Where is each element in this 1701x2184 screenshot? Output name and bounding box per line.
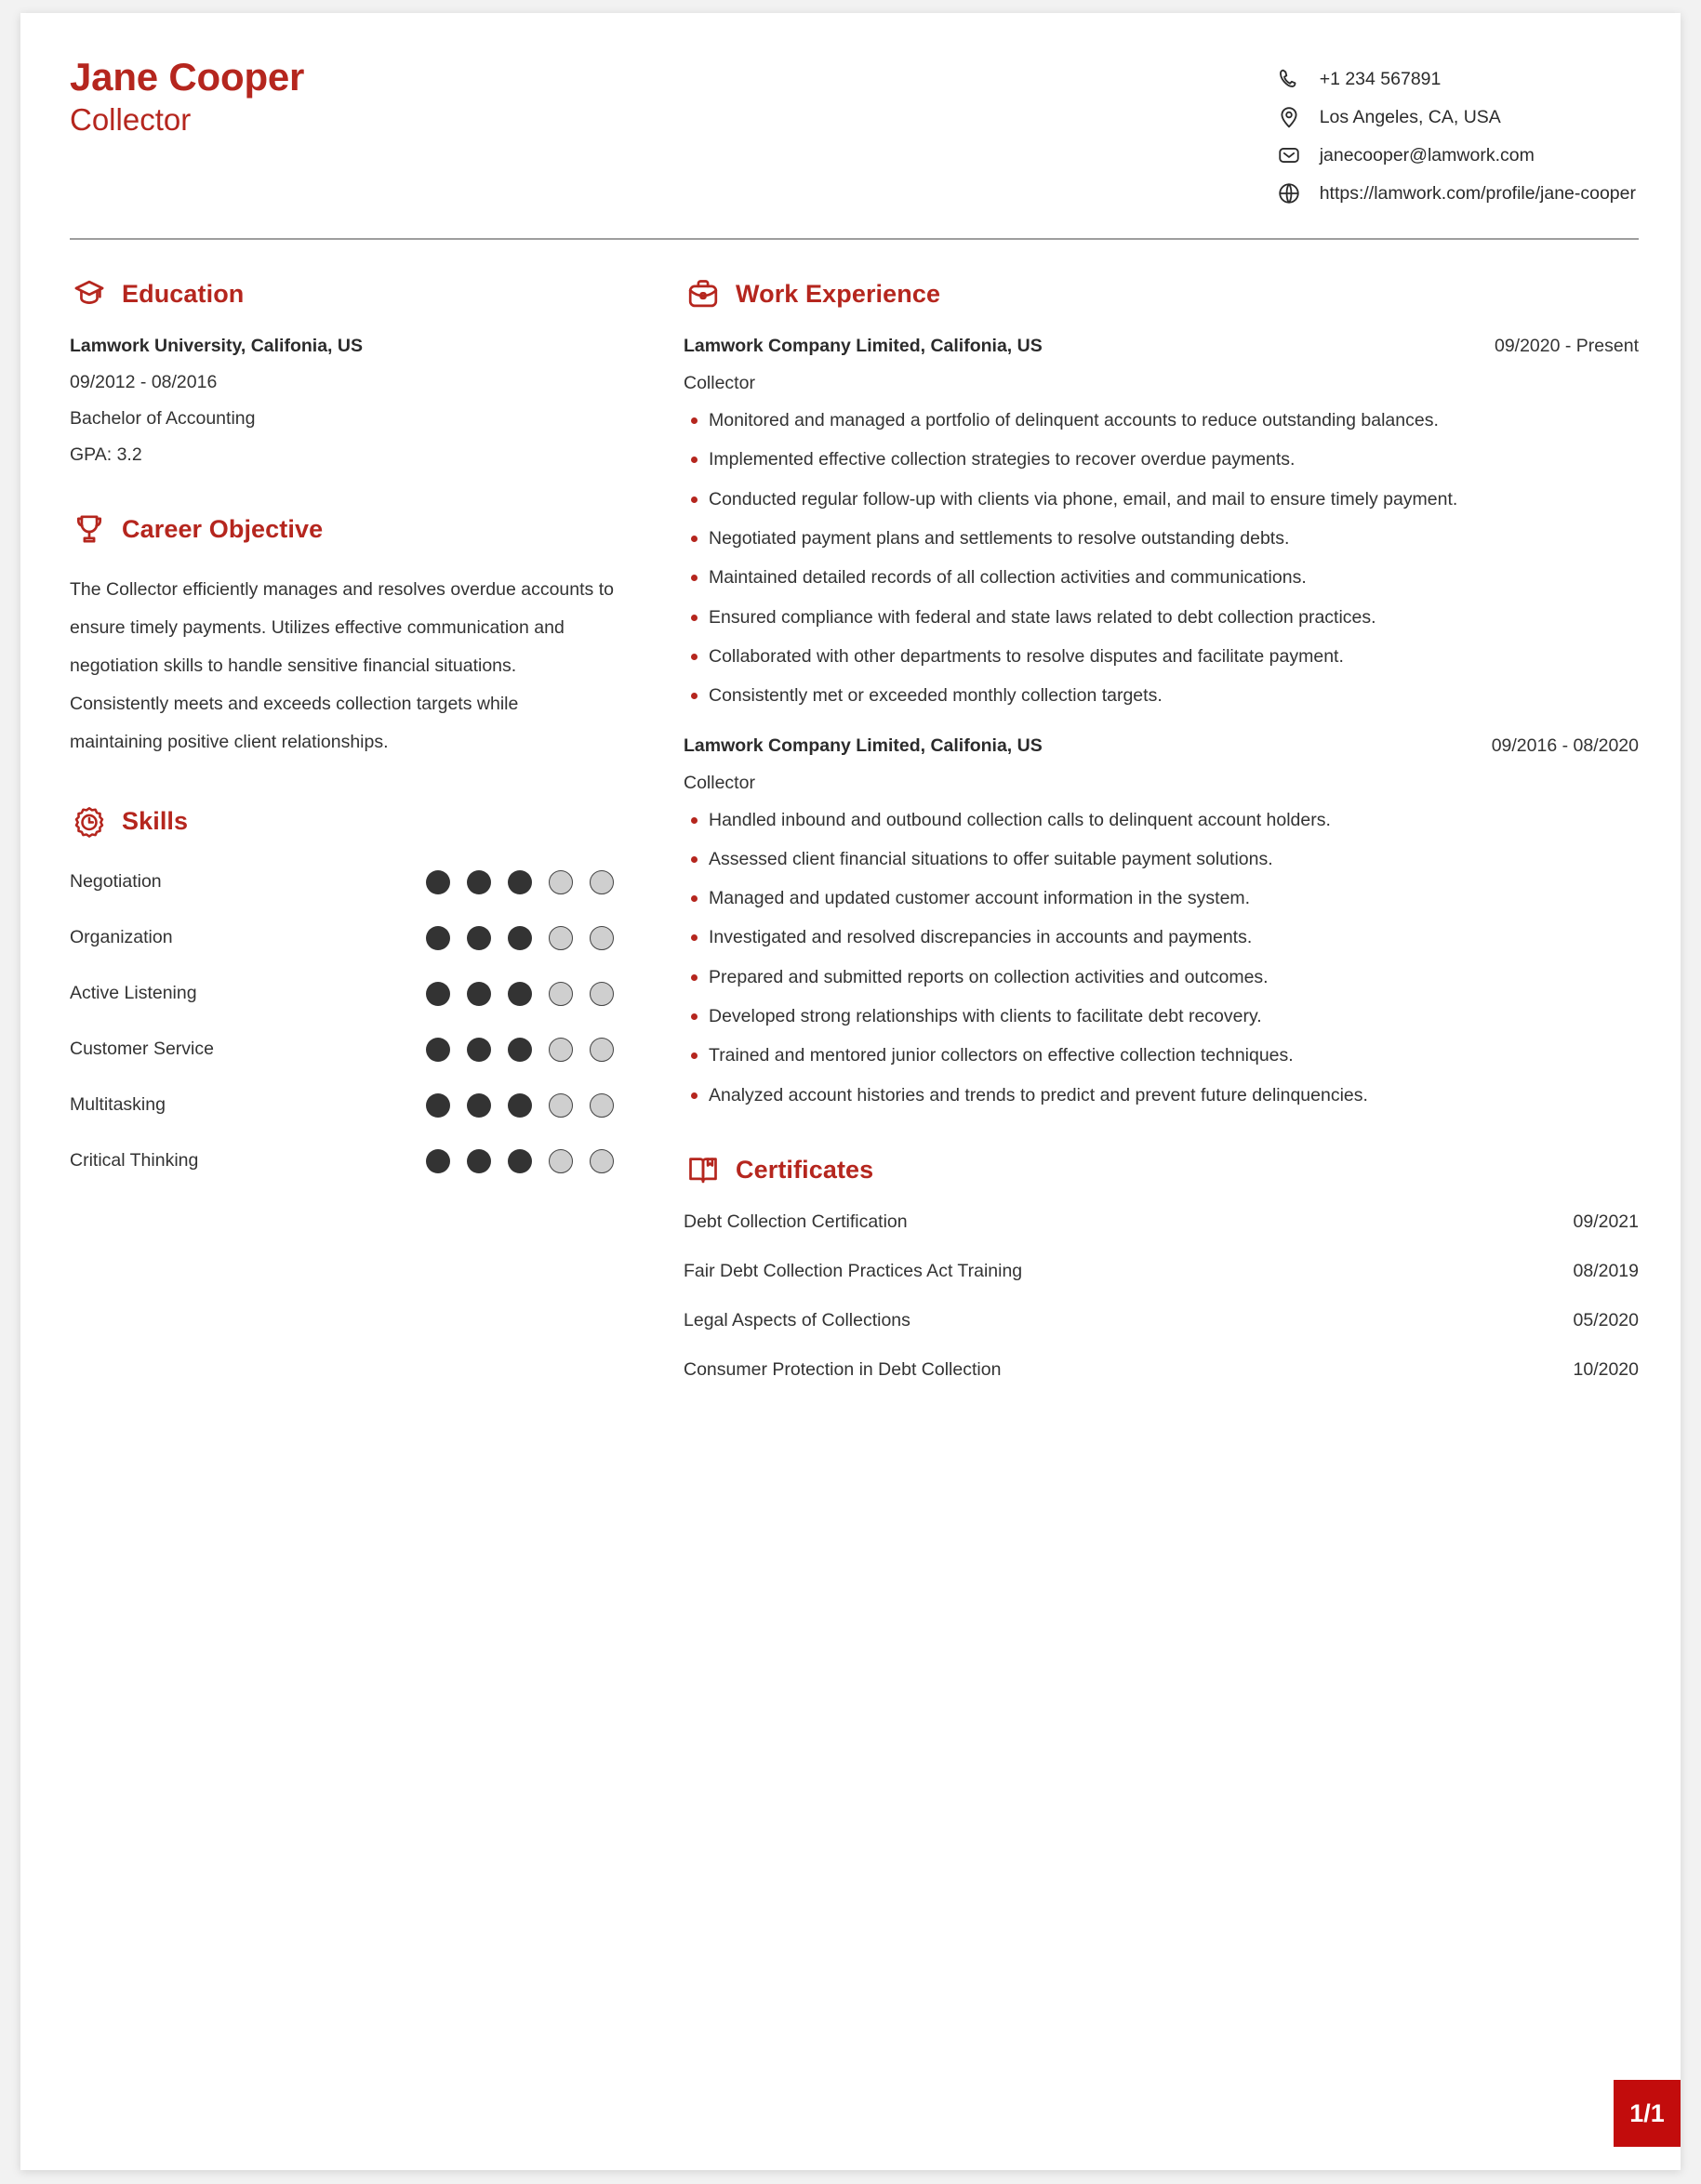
rating-dot-filled [508, 1149, 532, 1173]
right-column [684, 274, 1639, 1409]
rating-dot-filled [508, 982, 532, 1006]
rating-dot-empty [590, 1093, 614, 1118]
career-objective-heading [70, 510, 614, 549]
skill-name: Active Listening [70, 983, 197, 1004]
job-bullet: Monitored and managed a portfolio of delinquent accounts to reduce outstanding balances. [684, 408, 1639, 432]
job-dates: 09/2016 - 08/2020 [1491, 735, 1639, 756]
job-bullet: Maintained detailed records of all collection activities and communications. [684, 565, 1639, 589]
certificate-name: Debt Collection Certification [684, 1211, 908, 1232]
certificates-section [684, 1150, 1639, 1381]
education-dates: 09/2012 - 08/2016 [70, 372, 218, 392]
certificate-date: 10/2020 [1573, 1359, 1639, 1380]
rating-dot-filled [467, 926, 491, 950]
certificates-title: Certificates [736, 1155, 874, 1184]
career-objective-text: The Collector efficiently manages and resolves overdue accounts to ensure timely payments. Utilizes effective communication and negotiation skills to handle sensitive financial situations. Consistently meets and exceeds collection targets while maintaining positive client relationships. [70, 579, 614, 752]
job-bullet: Negotiated payment plans and settlements to resolve outstanding debts. [684, 526, 1639, 550]
job-bullet: Consistently met or exceeded monthly collection targets. [684, 683, 1639, 708]
career-objective-title: Career Objective [122, 514, 324, 543]
job-bullet: Implemented effective collection strategies to recover overdue payments. [684, 447, 1639, 471]
contact-website-value: https://lamwork.com/profile/jane-cooper [1319, 182, 1636, 204]
rating-dot-filled [467, 982, 491, 1006]
candidate-name: Jane Cooper [70, 55, 305, 99]
rating-dot-empty [549, 926, 573, 950]
globe-icon [1276, 180, 1302, 206]
rating-dot-empty [549, 1093, 573, 1118]
skill-row [70, 1087, 614, 1124]
skill-rating [409, 982, 614, 1006]
certificate-date: 08/2019 [1573, 1261, 1639, 1281]
education-section [70, 274, 614, 466]
skill-row [70, 1143, 614, 1180]
certificate-name: Consumer Protection in Debt Collection [684, 1359, 1002, 1380]
rating-dot-empty [590, 1149, 614, 1173]
certificate-row [684, 1211, 1639, 1233]
header-divider [70, 238, 1639, 240]
career-objective-section [70, 510, 614, 761]
education-degree: Bachelor of Accounting [70, 408, 256, 429]
rating-dot-filled [508, 1038, 532, 1062]
jobs-list [684, 336, 1639, 1107]
certificate-name: Legal Aspects of Collections [684, 1310, 910, 1330]
gear-clock-icon [70, 802, 109, 841]
left-column [70, 274, 614, 1409]
contact-item-website [1276, 175, 1636, 212]
certificate-row [684, 1261, 1639, 1282]
education-heading [70, 274, 614, 313]
contact-phone-value: +1 234 567891 [1319, 68, 1442, 89]
job-bullet: Assessed client financial situations to offer suitable payment solutions. [684, 847, 1639, 871]
education-organization: Lamwork University, Califonia, US [70, 336, 363, 356]
job-bullet: Conducted regular follow-up with clients via phone, email, and mail to ensure timely payment. [684, 487, 1639, 511]
skill-row [70, 920, 614, 957]
skills-title: Skills [122, 807, 189, 836]
skill-row [70, 864, 614, 901]
candidate-role: Collector [70, 102, 192, 138]
skill-name: Negotiation [70, 871, 162, 893]
job-bullet: Trained and mentored junior collectors on effective collection techniques. [684, 1043, 1639, 1067]
job-entry [684, 735, 1639, 1108]
trophy-icon [70, 510, 109, 549]
skill-rating [409, 1093, 614, 1118]
job-position: Collector [684, 772, 755, 793]
email-icon [1276, 142, 1302, 168]
rating-dot-empty [549, 870, 573, 894]
rating-dot-empty [549, 982, 573, 1006]
job-bullet: Managed and updated customer account information in the system. [684, 886, 1639, 910]
certificates-list [684, 1211, 1639, 1381]
job-bullet: Ensured compliance with federal and state laws related to debt collection practices. [684, 605, 1639, 629]
rating-dot-filled [508, 1093, 532, 1118]
rating-dot-filled [467, 1093, 491, 1118]
job-bullet: Handled inbound and outbound collection calls to delinquent account holders. [684, 808, 1639, 832]
rating-dot-empty [590, 982, 614, 1006]
contact-location-value: Los Angeles, CA, USA [1319, 106, 1501, 127]
job-entry [684, 336, 1639, 708]
rating-dot-filled [508, 870, 532, 894]
education-gpa: GPA: 3.2 [70, 444, 142, 465]
skill-name: Multitasking [70, 1094, 166, 1116]
job-bullet-list [684, 808, 1639, 1108]
job-bullet: Developed strong relationships with clients to facilitate debt recovery. [684, 1004, 1639, 1028]
resume-header [70, 55, 1639, 226]
job-bullet: Collaborated with other departments to resolve disputes and facilitate payment. [684, 644, 1639, 668]
job-bullet: Prepared and submitted reports on collection activities and outcomes. [684, 965, 1639, 989]
rating-dot-filled [426, 870, 450, 894]
skill-rating [409, 1038, 614, 1062]
rating-dot-filled [426, 1093, 450, 1118]
certificate-row [684, 1359, 1639, 1381]
skill-name: Critical Thinking [70, 1150, 199, 1171]
certificate-date: 09/2021 [1573, 1211, 1639, 1232]
rating-dot-filled [426, 982, 450, 1006]
rating-dot-filled [426, 926, 450, 950]
contact-item-email [1276, 137, 1636, 174]
work-experience-heading [684, 274, 1639, 313]
rating-dot-filled [467, 1038, 491, 1062]
work-experience-title: Work Experience [736, 279, 941, 308]
rating-dot-empty [549, 1038, 573, 1062]
rating-dot-filled [426, 1149, 450, 1173]
certificate-name: Fair Debt Collection Practices Act Training [684, 1261, 1023, 1281]
graduation-cap-icon [70, 274, 109, 313]
rating-dot-filled [508, 926, 532, 950]
skill-rating [409, 1149, 614, 1173]
rating-dot-filled [467, 1149, 491, 1173]
skill-rating [409, 926, 614, 950]
rating-dot-empty [590, 1038, 614, 1062]
rating-dot-empty [549, 1149, 573, 1173]
certificate-date: 05/2020 [1573, 1310, 1639, 1330]
skills-section [70, 802, 614, 1180]
work-experience-section [684, 274, 1639, 1107]
rating-dot-filled [467, 870, 491, 894]
job-organization: Lamwork Company Limited, Califonia, US [684, 735, 1043, 756]
job-bullet-list [684, 408, 1639, 708]
rating-dot-filled [426, 1038, 450, 1062]
skill-name: Organization [70, 927, 173, 948]
briefcase-icon [684, 274, 723, 313]
certificate-row [684, 1310, 1639, 1331]
job-bullet: Analyzed account histories and trends to predict and prevent future delinquencies. [684, 1083, 1639, 1107]
contact-email-value: janecooper@lamwork.com [1319, 144, 1535, 165]
skill-name: Customer Service [70, 1039, 214, 1060]
rating-dot-empty [590, 926, 614, 950]
contact-list [1276, 60, 1636, 213]
skills-heading [70, 802, 614, 841]
job-bullet: Investigated and resolved discrepancies in accounts and payments. [684, 925, 1639, 949]
open-book-icon [684, 1150, 723, 1189]
rating-dot-empty [590, 870, 614, 894]
job-organization: Lamwork Company Limited, Califonia, US [684, 336, 1043, 356]
phone-icon [1276, 66, 1302, 92]
skills-list [70, 864, 614, 1180]
page-indicator-badge: 1/1 [1614, 2080, 1681, 2147]
certificates-heading [684, 1150, 1639, 1189]
education-title: Education [122, 279, 245, 308]
identity-block [70, 55, 304, 140]
location-icon [1276, 104, 1302, 130]
skill-row [70, 1031, 614, 1068]
contact-item-phone [1276, 60, 1636, 98]
job-position: Collector [684, 373, 755, 393]
skill-rating [409, 870, 614, 894]
skill-row [70, 975, 614, 1013]
resume-page [20, 13, 1681, 2170]
job-header [684, 735, 1639, 757]
job-header [684, 336, 1639, 357]
contact-item-location [1276, 99, 1636, 136]
job-dates: 09/2020 - Present [1494, 336, 1639, 356]
